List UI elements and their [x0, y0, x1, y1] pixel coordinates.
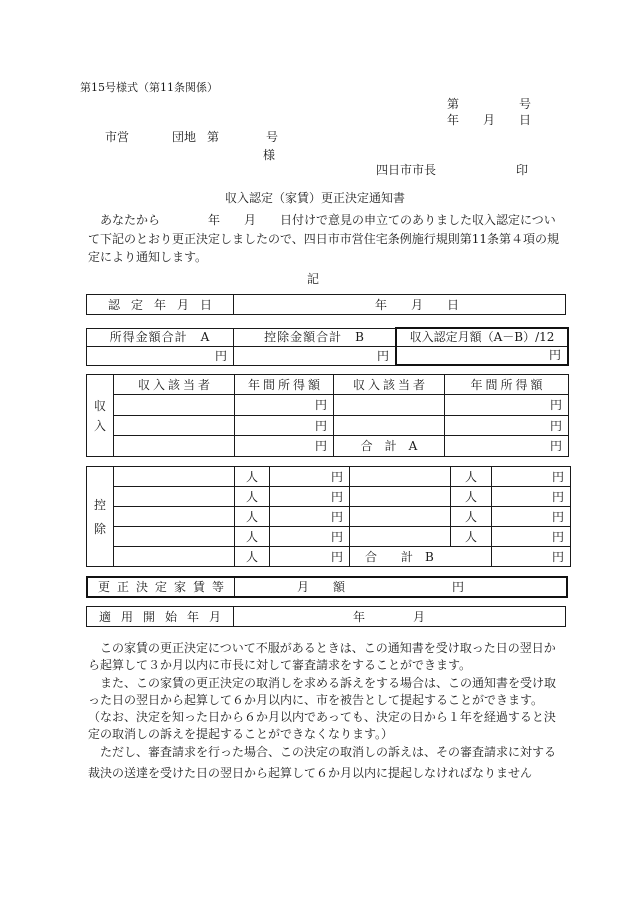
annual-income-cell: [235, 436, 334, 457]
deduction-name-cell: [114, 487, 235, 507]
recipient-city-housing: 市営: [105, 130, 130, 144]
deduction-name-cell: [350, 527, 451, 547]
table-row: [87, 416, 569, 436]
table-row: [87, 346, 569, 365]
yen-unit: 円: [330, 529, 343, 544]
intro-line: あなたから 年 月 日付けで意見の申立てのありました収入認定につい: [88, 213, 556, 227]
deduction-amount-cell: [270, 487, 350, 507]
intro-line: 定により通知します。: [88, 250, 208, 264]
deduction-total-label: 控除金額合計 B: [264, 330, 365, 344]
person-unit: 人: [245, 469, 258, 484]
income-total-cell: [334, 436, 445, 457]
revised-rent-label: 更正決定家賃等: [97, 580, 231, 594]
person-unit: 人: [245, 509, 258, 524]
yen-unit: 円: [551, 489, 564, 504]
header-label: 収入該当者: [137, 377, 213, 392]
table-row: [87, 507, 571, 527]
income-section-label-cell: [87, 375, 114, 457]
header-label: 収入該当者: [352, 377, 428, 392]
yen-unit: 円: [314, 398, 327, 412]
deduction-name-cell: [114, 467, 235, 487]
table-row: [87, 607, 566, 627]
deduction-person-count-cell: [235, 487, 270, 507]
start-month-value: 年 月: [353, 609, 426, 624]
notice-line: また、この家賃の更正決定の取消しを求める訴えをする場合は、この通知書を受け取: [88, 676, 557, 690]
annual-income-cell: [235, 416, 334, 436]
person-unit: 人: [245, 489, 258, 504]
yen-unit: 円: [376, 348, 389, 363]
certification-date-table: [86, 294, 566, 315]
annual-income-header: [235, 375, 334, 395]
income-earner-cell: [114, 436, 235, 457]
yen-unit: 円: [452, 580, 465, 594]
annual-income-cell: [235, 395, 334, 416]
note-heading: 記: [306, 272, 319, 286]
deduction-name-cell: [114, 547, 235, 567]
notice-line: この家賃の更正決定について不服があるときは、この通知書を受け取った日の翌日か: [88, 641, 556, 655]
notice-line: 裁決の送達を受けた日の翌日から起算して６か月以内に提起しなければなりません: [88, 766, 533, 780]
income-earner-cell: [114, 395, 235, 416]
deduction-name-cell: [114, 507, 235, 527]
person-unit: 人: [464, 529, 477, 544]
table-row: [87, 436, 569, 457]
income-earner-cell: [334, 416, 445, 436]
certification-date-label-cell: [87, 295, 234, 315]
yen-unit: 円: [549, 418, 562, 433]
yen-unit: 円: [551, 549, 564, 564]
revised-rent-label-cell: [87, 577, 235, 597]
deduction-name-cell: [350, 487, 451, 507]
yen-unit: 円: [330, 549, 343, 564]
issue-date: 年 月 日: [447, 113, 532, 127]
start-month-table: [86, 606, 566, 627]
form-number: 第15号様式（第11条関係）: [80, 81, 218, 94]
annual-income-cell: [445, 395, 569, 416]
person-unit: 人: [245, 549, 258, 564]
header-label: 年間所得額: [470, 377, 546, 392]
table-row: [87, 395, 569, 416]
income-total-a-label: 合 計 A: [360, 439, 418, 453]
revised-rent-table: [86, 576, 568, 598]
income-section-label: 収入: [93, 398, 106, 433]
certification-date-label: 認定年月日: [107, 297, 223, 312]
table-row: [87, 487, 571, 507]
person-unit: 人: [464, 489, 477, 504]
yen-unit: 円: [314, 418, 327, 433]
deduction-amount-cell: [492, 507, 571, 527]
deduction-person-count-cell: [235, 527, 270, 547]
certification-date-value-cell: [234, 295, 566, 315]
deduction-amount-cell: [492, 487, 571, 507]
table-row: [87, 527, 571, 547]
deduction-amount-cell: [270, 527, 350, 547]
deduction-total-cell: [350, 547, 492, 567]
yen-unit: 円: [549, 398, 562, 412]
income-total-header: [87, 328, 234, 346]
table-row: [87, 467, 571, 487]
revised-rent-value-cell: [235, 577, 568, 597]
yen-unit: 円: [548, 348, 561, 363]
notice-line: ら起算して３か月以内に市長に対して審査請求をすることができます。: [88, 658, 472, 672]
table-row: [87, 328, 569, 346]
notice-line: 定の取消しの訴えを提起することができなくなります。）: [88, 727, 394, 741]
deduction-total-value-cell: [234, 346, 397, 365]
monthly-income-header: [396, 328, 568, 346]
deduction-person-count-cell: [451, 467, 492, 487]
income-total-label: 所得金額合計 A: [109, 330, 211, 344]
deduction-amount-cell: [492, 467, 571, 487]
recipient-honorific: 様: [263, 148, 276, 162]
start-month-value-cell: [234, 607, 566, 627]
recipient-unit-suffix: 号: [266, 130, 279, 144]
document-number: 第 号: [447, 97, 532, 111]
annual-income-header: [445, 375, 569, 395]
table-row: [87, 547, 571, 567]
deduction-total-header: [234, 328, 397, 346]
deduction-section-label-cell: [87, 467, 114, 567]
income-total-amount-cell: [445, 436, 569, 457]
income-earner-cell: [114, 416, 235, 436]
start-month-label-cell: [87, 607, 234, 627]
deduction-amount-cell: [270, 547, 350, 567]
deduction-total-b-label: 合 計 B: [365, 549, 434, 564]
income-earner-header: [334, 375, 445, 395]
person-unit: 人: [464, 469, 477, 484]
recipient-complex: 団地: [172, 130, 197, 144]
table-row: [87, 295, 566, 315]
person-unit: 人: [464, 509, 477, 524]
header-label: 年間所得額: [247, 377, 323, 392]
notice-line: （なお、決定を知った日から６か月以内であっても、決定の日から１年を経過すると決: [88, 710, 556, 724]
deduction-section-label: 控除: [93, 497, 106, 536]
monthly-income-value-cell: [396, 346, 568, 365]
deduction-person-count-cell: [451, 507, 492, 527]
income-total-value-cell: [87, 346, 234, 365]
deduction-total-amount-cell: [492, 547, 571, 567]
deduction-table: [86, 466, 571, 567]
yen-unit: 円: [549, 439, 562, 453]
yen-unit: 円: [551, 509, 564, 524]
deduction-amount-cell: [492, 527, 571, 547]
deduction-person-count-cell: [235, 547, 270, 567]
deduction-person-count-cell: [235, 507, 270, 527]
deduction-person-count-cell: [235, 467, 270, 487]
yen-unit: 円: [314, 439, 327, 453]
intro-line: て下記のとおり更正決定しましたので、四日市市営住宅条例施行規則第11条第４項の規: [88, 232, 560, 246]
deduction-name-cell: [350, 507, 451, 527]
notice-line: った日の翌日から起算して６か月以内に、市を被告として提起することができます。: [88, 693, 544, 707]
table-row: [87, 577, 567, 597]
annual-income-cell: [445, 416, 569, 436]
deduction-amount-cell: [270, 467, 350, 487]
yen-unit: 円: [551, 469, 564, 484]
yen-unit: 円: [551, 529, 564, 544]
table-header-row: [87, 375, 569, 395]
deduction-name-cell: [350, 467, 451, 487]
issuer-name: 四日市市長: [376, 163, 437, 177]
yen-unit: 円: [214, 348, 227, 363]
start-month-label: 適用開始年月: [98, 609, 231, 624]
monthly-amount-label: 月 額: [297, 580, 346, 594]
issuer-seal-mark: 印: [516, 163, 529, 177]
document-title: 収入認定（家賃）更正決定通知書: [224, 191, 405, 205]
income-summary-table: [86, 327, 569, 366]
yen-unit: 円: [330, 469, 343, 484]
deduction-person-count-cell: [451, 527, 492, 547]
person-unit: 人: [245, 529, 258, 544]
recipient-unit-prefix: 第: [207, 130, 220, 144]
yen-unit: 円: [330, 509, 343, 524]
monthly-income-label: 収入認定月額（A－B）/12: [409, 330, 555, 345]
deduction-name-cell: [114, 527, 235, 547]
income-earner-cell: [334, 395, 445, 416]
yen-unit: 円: [330, 489, 343, 504]
certification-date-value: 年 月 日: [375, 297, 460, 312]
income-earner-header: [114, 375, 235, 395]
notice-line: ただし、審査請求を行った場合、この決定の取消しの訴えは、その審査請求に対する: [88, 745, 557, 759]
income-table: [86, 374, 569, 457]
deduction-person-count-cell: [451, 487, 492, 507]
deduction-amount-cell: [270, 507, 350, 527]
